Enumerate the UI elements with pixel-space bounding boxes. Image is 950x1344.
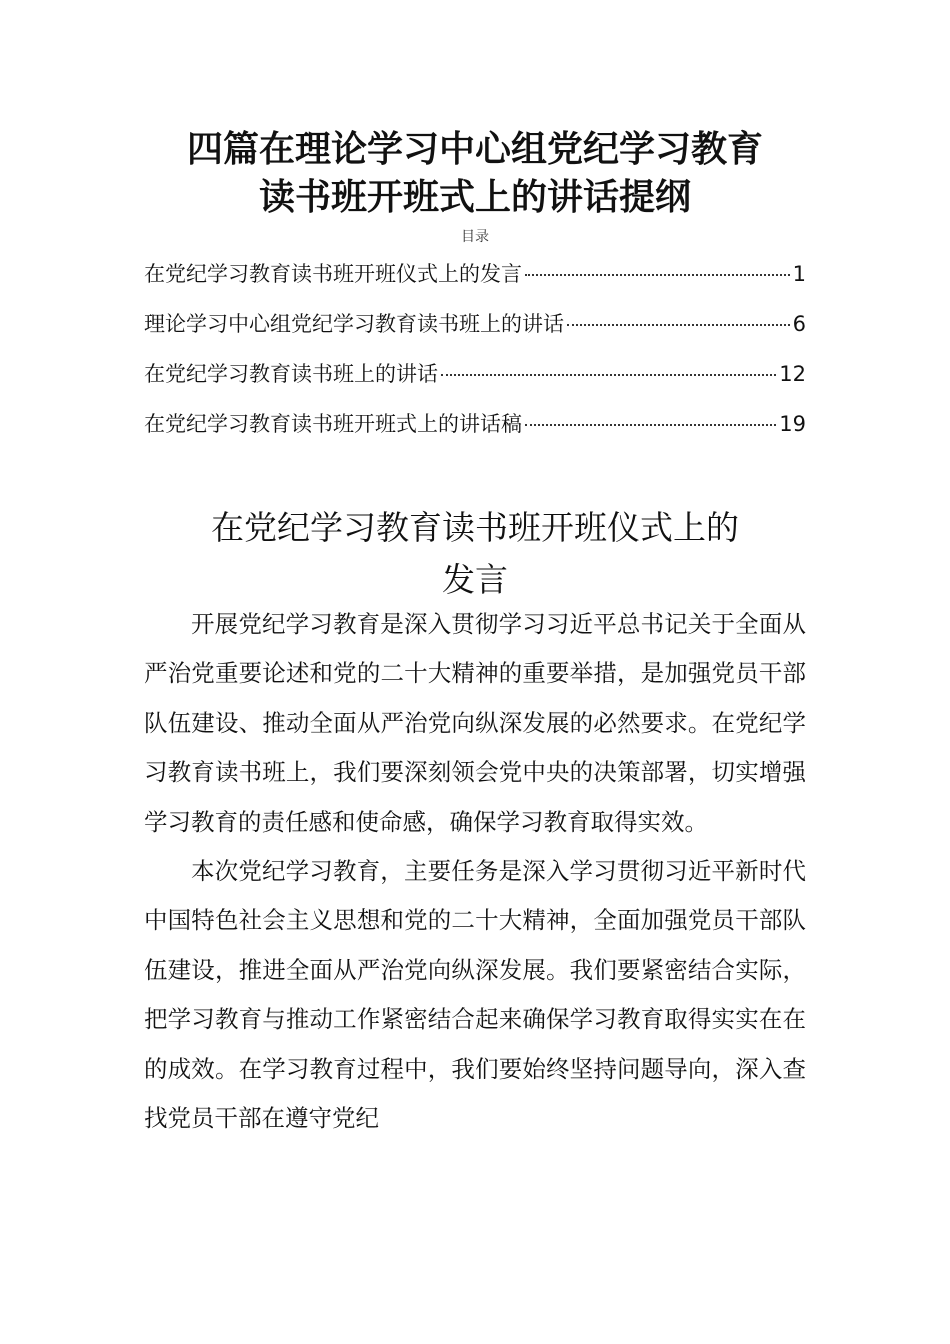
body-paragraph-2: 本次党纪学习教育，主要任务是深入学习贯彻习近平新时代中国特色社会主义思想和党的二十大精神，全面加强党员干部队伍建设，推进全面从严治党向纵深发展。我们要紧密结合实际，把学习教育与推动工作紧密结合起来确保学习教育取得实实在在的成效。在学习教育过程中，我们要始终坚持问题导向，深入查找党员干部在遵守党纪: [144, 857, 806, 1133]
toc-entry[interactable]: [144, 257, 806, 307]
toc-entry-page: 6: [792, 312, 806, 336]
toc-entry-page: 12: [779, 362, 806, 386]
toc-entry-title: 在党纪学习教育读书班开班式上的讲话稿: [144, 412, 522, 436]
toc-entry-page: 1: [792, 262, 806, 286]
toc-dot-leader: [525, 274, 790, 276]
toc-entry-title: 在党纪学习教育读书班开班仪式上的发言: [144, 262, 522, 286]
toc-entry-page: 19: [779, 412, 806, 436]
section-title: [140, 502, 810, 606]
toc-entry-title: 在党纪学习教育读书班上的讲话: [144, 362, 438, 386]
toc-entry-title: 理论学习中心组党纪学习教育读书班上的讲话: [144, 312, 564, 336]
toc-heading: 目录: [461, 229, 489, 245]
document-title: [140, 126, 810, 222]
section-title-line-2: 发言: [442, 560, 508, 599]
section-body: [144, 600, 806, 1143]
toc-dot-leader: [441, 374, 776, 376]
document-title-line-2: 读书班开班式上的讲话提纲: [258, 177, 691, 218]
body-paragraph-1: 开展党纪学习教育是深入贯彻学习习近平总书记关于全面从严治党重要论述和党的二十大精神的重要举措，是加强党员干部队伍建设、推动全面从严治党向纵深发展的必然要求。在党纪学习教育读书班上，我们要深刻领会党中央的决策部署，切实增强学习教育的责任感和使命感，确保学习教育取得实效。: [144, 610, 806, 836]
section-title-line-1: 在党纪学习教育读书班开班仪式上的: [211, 508, 739, 547]
toc-entry[interactable]: [144, 307, 806, 357]
toc-dot-leader: [567, 324, 790, 326]
table-of-contents: [144, 257, 806, 457]
toc-dot-leader: [525, 424, 776, 426]
toc-entry[interactable]: [144, 357, 806, 407]
toc-entry[interactable]: [144, 407, 806, 457]
document-title-line-1: 四篇在理论学习中心组党纪学习教育: [186, 129, 763, 170]
